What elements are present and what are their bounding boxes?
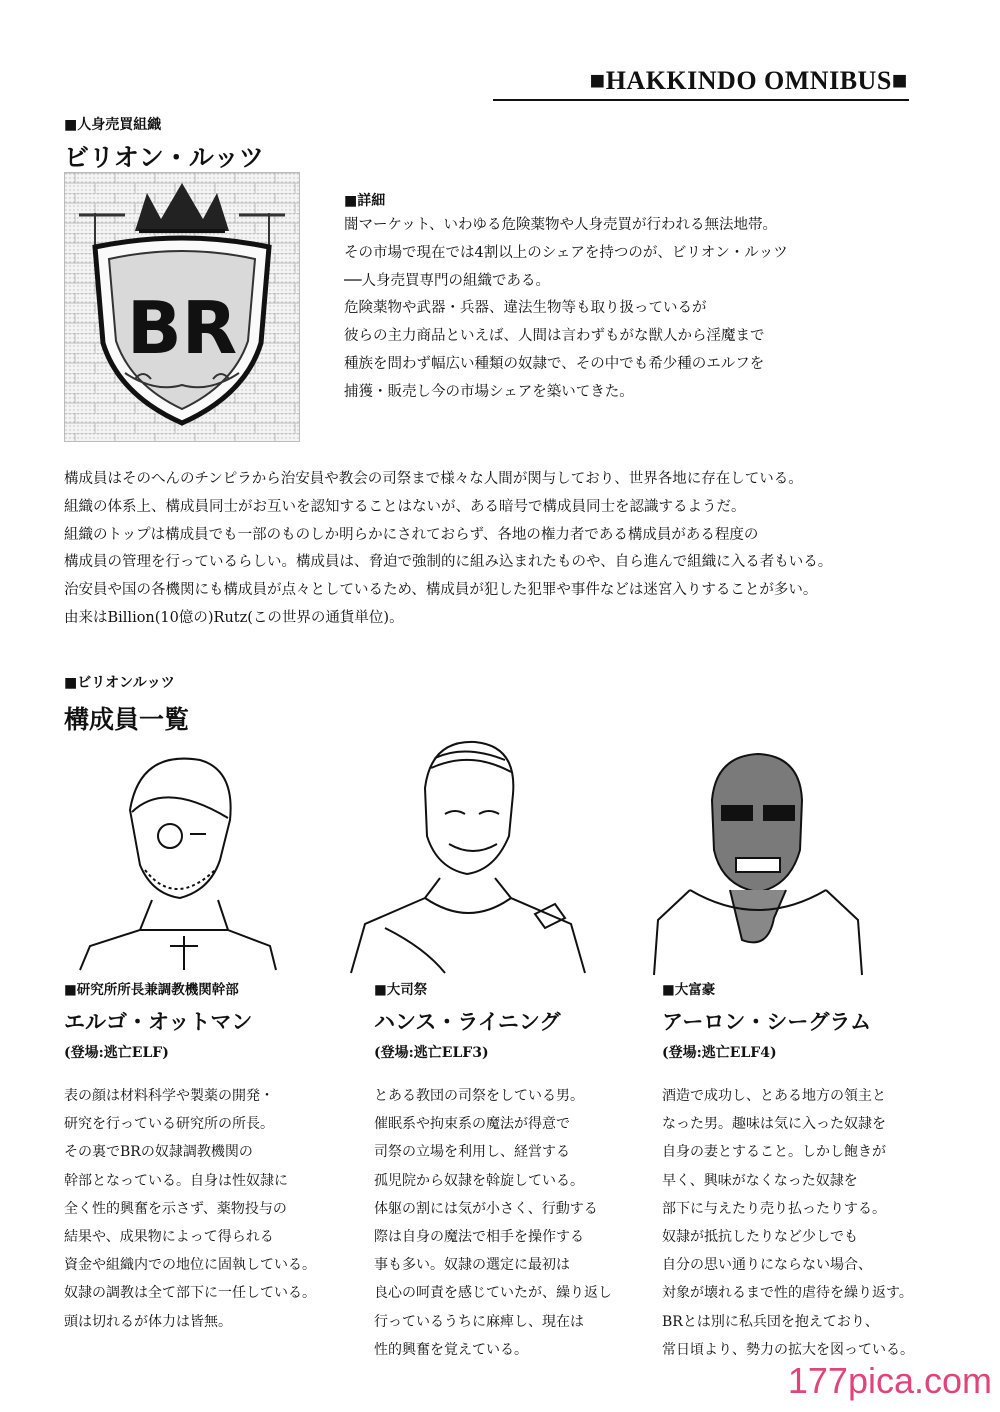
desc-line: 資金や組織内での地位に固執している。 [64,1257,316,1274]
detail-label: ■詳細 [344,193,386,209]
desc-line: 自身の妻とすること。しかし飽きが [662,1144,886,1161]
desc-line: 性的興奮を覚えている。 [374,1341,528,1358]
body-line: 構成員の管理を行っているらしい。構成員は、脅迫で強制的に組み込まれたものや、自ら進んで組織に入る者もいる。 [64,554,833,571]
member-appearance: (登場:逃亡ELF) [64,1045,169,1061]
omnibus-header: ■HAKKINDO OMNIBUS■ [589,66,908,95]
detail-line: ──人身売買専門の組織である。 [344,272,550,289]
header-rule [493,99,909,101]
org-body-paragraph [64,466,832,633]
detail-line: 闇マーケット、いわゆる危険薬物や人身売買が行われる無法地帯。 [344,217,777,233]
desc-line: 自分の思い通りにならない場合、 [662,1257,872,1274]
member-role: ■研究所所長兼調教機関幹部 [64,982,239,998]
member-card-aaron [662,978,914,1364]
member-role: ■大司祭 [374,982,428,998]
body-line: 組織のトップは構成員でも一部のものしか明らかにされておらず、各地の権力者である構成員がある程度の [64,526,759,543]
member-description [374,1082,612,1364]
members-title: 構成員一覧 [64,705,190,734]
portrait-aaron-icon [650,740,865,975]
desc-line: 表の顔は材料科学や製薬の開発・ [64,1088,274,1104]
desc-line: 奴隷が抵抗したりなど少しでも [662,1229,858,1246]
desc-line: 行っているうちに麻痺し、現在は [374,1313,584,1330]
desc-line: 常日頃より、勢力の拡大を図っている。 [662,1341,914,1358]
portrait-ergo-icon [70,740,280,970]
desc-line: 体躯の割には気が小さく、行動する [374,1200,598,1217]
member-description [662,1082,914,1364]
detail-line: 捕獲・販売し今の市場シェアを築いてきた。 [344,383,634,400]
members-section-label: ■ビリオンルッツ [64,675,175,691]
body-line: 治安員や国の各機関にも構成員が点々としているため、構成員が犯した犯罪や事件などは迷宮入りすることが多い。 [64,582,818,599]
member-name: アーロン・シーグラム [662,1009,872,1034]
detail-line: 危険薬物や武器・兵器、違法生物等も取り扱っているが [344,300,707,317]
desc-line: 頭は切れるが体力は皆無。 [64,1313,232,1330]
desc-line: 事も多い。奴隷の選定に最初は [374,1257,570,1274]
org-title: ビリオン・ルッツ [64,143,264,172]
member-appearance: (登場:逃亡ELF4) [662,1045,777,1061]
member-card-ergo [64,978,316,1336]
desc-line: 研究を行っている研究所の所長。 [64,1116,274,1133]
desc-line: 孤児院から奴隷を斡旋している。 [374,1172,584,1189]
desc-line: なった男。趣味は気に入った奴隷を [662,1116,886,1133]
br-logo-illustration [64,172,300,442]
portrait-hans-icon [345,728,590,973]
desc-line: 酒造で成功し、とある地方の領主と [662,1088,886,1104]
member-name: ハンス・ライニング [374,1009,561,1034]
desc-line: 奴隷の調教は全て部下に一任している。 [64,1285,316,1302]
desc-line: その裏でBRの奴隷調教機関の [64,1144,253,1161]
body-line: 組織の体系上、構成員同士がお互いを認知することはないが、ある暗号で構成員同士を認識するようだ。 [64,498,746,515]
body-line: 構成員はそのへんのチンピラから治安員や教会の司祭まで様々な人間が関与しており、世界各地に存在している。 [64,471,803,487]
desc-line: 結果や、成果物によって得られる [64,1229,274,1246]
detail-line: 彼らの主力商品といえば、人間は言わずもがな獣人から淫魔まで [344,328,765,345]
desc-line: 部下に与えたり売り払ったりする。 [662,1200,886,1217]
member-card-hans [374,978,612,1364]
body-line: 由来はBillion(10億の)Rutz(この世界の通貨単位)。 [64,609,404,626]
desc-line: 幹部となっている。自身は性奴隷に [64,1172,288,1189]
desc-line: 際は自身の魔法で相手を操作する [374,1229,584,1246]
detail-paragraph [344,212,788,407]
desc-line: とある教団の司祭をしている男。 [374,1088,584,1104]
logo-text: BR [126,286,238,370]
detail-line: 種族を問わず幅広い種類の奴隷で、その中でも希少種のエルフを [344,355,765,372]
org-section-label: ■人身売買組織 [64,117,162,133]
br-emblem-icon [65,173,299,441]
desc-line: BRとは別に私兵団を抱えており、 [662,1313,879,1330]
desc-line: 全く性的興奮を示さず、薬物投与の [64,1200,287,1217]
desc-line: 早く、興味がなくなった奴隷を [662,1172,858,1189]
detail-line: その市場で現在では4割以上のシェアを持つのが、ビリオン・ルッツ [344,244,788,261]
member-description [64,1082,316,1336]
desc-line: 対象が壊れるまで性的虐待を繰り返す。 [662,1285,913,1302]
site-watermark: 177pica.com [787,1360,992,1401]
desc-line: 催眠系や拘束系の魔法が得意で [374,1116,570,1133]
desc-line: 良心の呵責を感じていたが、繰り返し [374,1285,612,1302]
desc-line: 司祭の立場を利用し、経営する [374,1144,570,1161]
member-appearance: (登場:逃亡ELF3) [374,1045,489,1061]
member-name: エルゴ・オットマン [64,1009,253,1034]
member-role: ■大富豪 [662,982,716,998]
